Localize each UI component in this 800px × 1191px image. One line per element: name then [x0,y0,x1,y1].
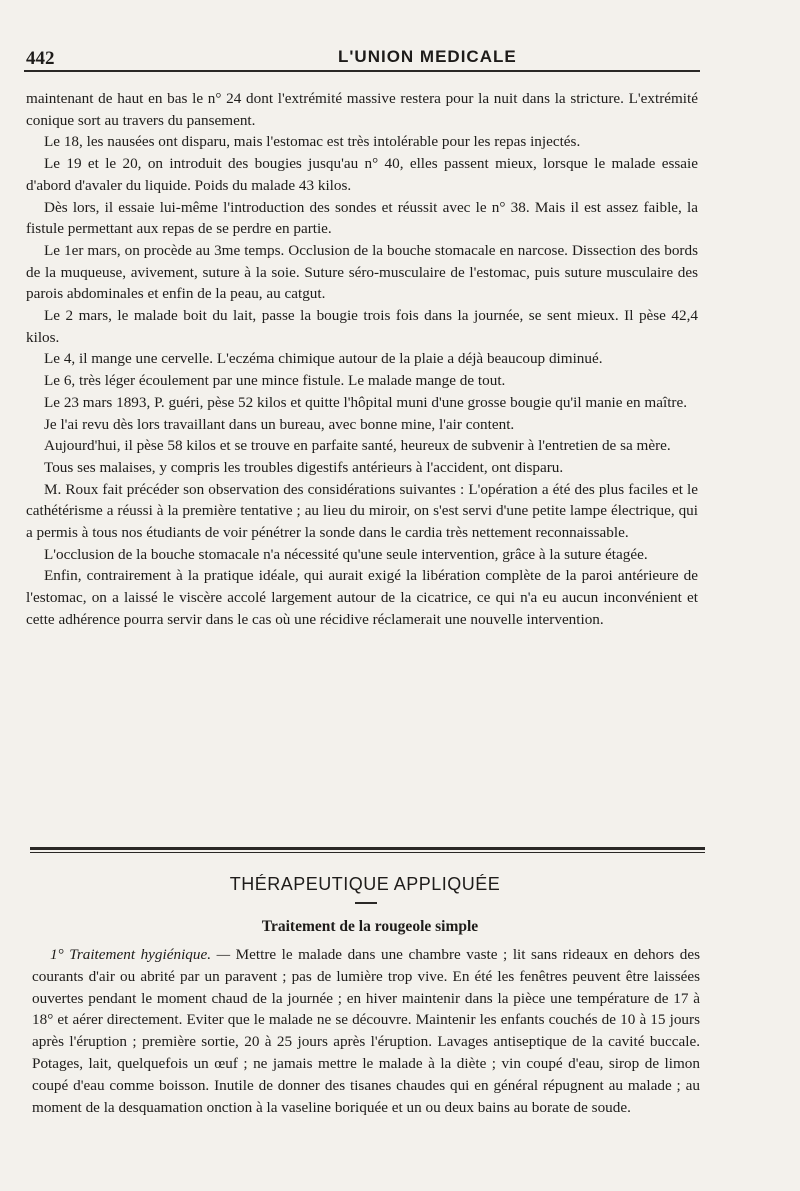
paragraph: Le 4, il mange une cervelle. L'eczéma chimique autour de la plaie a déjà beaucoup diminué. [44,350,603,368]
paragraph: Je l'ai revu dès lors travaillant dans un bureau, avec bonne mine, l'air content. [44,415,515,433]
paragraph: Aujourd'hui, il pèse 58 kilos et se trouve en parfaite santé, heureux de subvenir à l'entretien de sa mère. [44,437,671,455]
header-rule [24,70,700,72]
section-title: THÉRAPEUTIQUE APPLIQUÉE [229,874,501,894]
paragraph: L'occlusion de la bouche stomacale n'a nécessité qu'une seule intervention, grâce à la suture étagée. [44,545,648,563]
journal-title: L'UNION MEDICALE [338,47,517,66]
paragraph [32,944,700,1118]
paragraph: Le 18, les nausées ont disparu, mais l'estomac est très intolérable pour les repas injectés. [44,133,581,151]
paragraph: Dès lors, il essaie lui-même l'introduction des sondes et réussit avec le n° 38. Mais il est assez faible, la fistule permettant aux repas de se perdre en partie. [26,198,698,238]
subsection-title: Traitement de la rougeole simple [261,918,479,935]
paragraph: Tous ses malaises, y compris les troubles digestifs antérieurs à l'accident, ont disparu. [44,458,564,476]
page-number: 442 [26,48,55,69]
section-divider-thin [30,852,705,853]
item-label: 1° Traitement hygiénique. — [50,946,231,963]
paragraph: maintenant de haut en bas le n° 24 dont l'extrémité massive restera pour la nuit dans la stricture. L'extrémité conique sort au travers du pansement. [26,90,698,129]
section-dash [355,902,377,904]
item-text: Mettre le malade dans une chambre vaste ; lit sans rideaux en dehors des courants d'air ou abrité par un paravent ; pas de lumière trop vive. En été les fenêtres peuvent être laissées ouvertes pendant le moment chaud de la journée ; en hiver maintenir dans la pièce une température de 17 à 18° et aérer directement. Eviter que le malade ne se découvre. Maintenir les enfants couchés de 10 à 15 jours après l'éruption ; première sortie, 20 à 25 jours après l'éruption. Lavages antiseptique de la cavité buccale. Potages, lait, quelquefois un œuf ; ne jamais mettre le malade à la diète ; vin coupé d'eau, sirop de limon coupé d'eau comme boisson. Inutile de donner des tisanes chaudes qui en général répugnent au malade ; au moment de la desquamation onction à la vaseline boriquée et un ou deux bains au borate de soude. [32,946,701,1116]
section-body [32,944,700,1118]
article-body [26,88,698,631]
paragraph: Le 2 mars, le malade boit du lait, passe la bougie trois fois dans la journée, se sent mieux. Il pèse 42,4 kilos. [26,307,698,346]
paragraph: M. Roux fait précéder son observation des considérations suivantes : L'opération a été des plus faciles et le cathétérisme a réussi à la première tentative ; au lieu du miroir, on s'est servi d'une petite lampe électrique, qui a permis à tous nos étudiants de voir pénétrer la sonde dans le cardia très nettement reconnaissable. [26,480,698,542]
paragraph: Le 6, très léger écoulement par une mince fistule. Le malade mange de tout. [44,372,506,390]
paragraph: Le 19 et le 20, on introduit des bougies jusqu'au n° 40, elles passent mieux, lorsque le malade essaie d'abord d'avaler du liquide. Poids du malade 43 kilos. [26,155,698,194]
paragraph: Le 23 mars 1893, P. guéri, pèse 52 kilos et quitte l'hôpital muni d'une grosse bougie qu'il manie en maître. [44,393,688,411]
section-divider [30,847,705,850]
paragraph: Le 1er mars, on procède au 3me temps. Occlusion de la bouche stomacale en narcose. Dissection des bords de la muqueuse, avivement, suture à la soie. Suture séro-musculaire de l'estomac, puis suture musculaire des parois abdominales et enfin de la peau, au catgut. [26,241,698,303]
paragraph: Enfin, contrairement à la pratique idéale, qui aurait exigé la libération complète de la paroi antérieure de l'estomac, on a laissé le viscère accolé largement autour de la cicatrice, ce qui n'a eu aucun inconvénient et cette adhérence pourra servir dans le cas où une récidive réclamerait une nouvelle intervention. [26,567,698,628]
